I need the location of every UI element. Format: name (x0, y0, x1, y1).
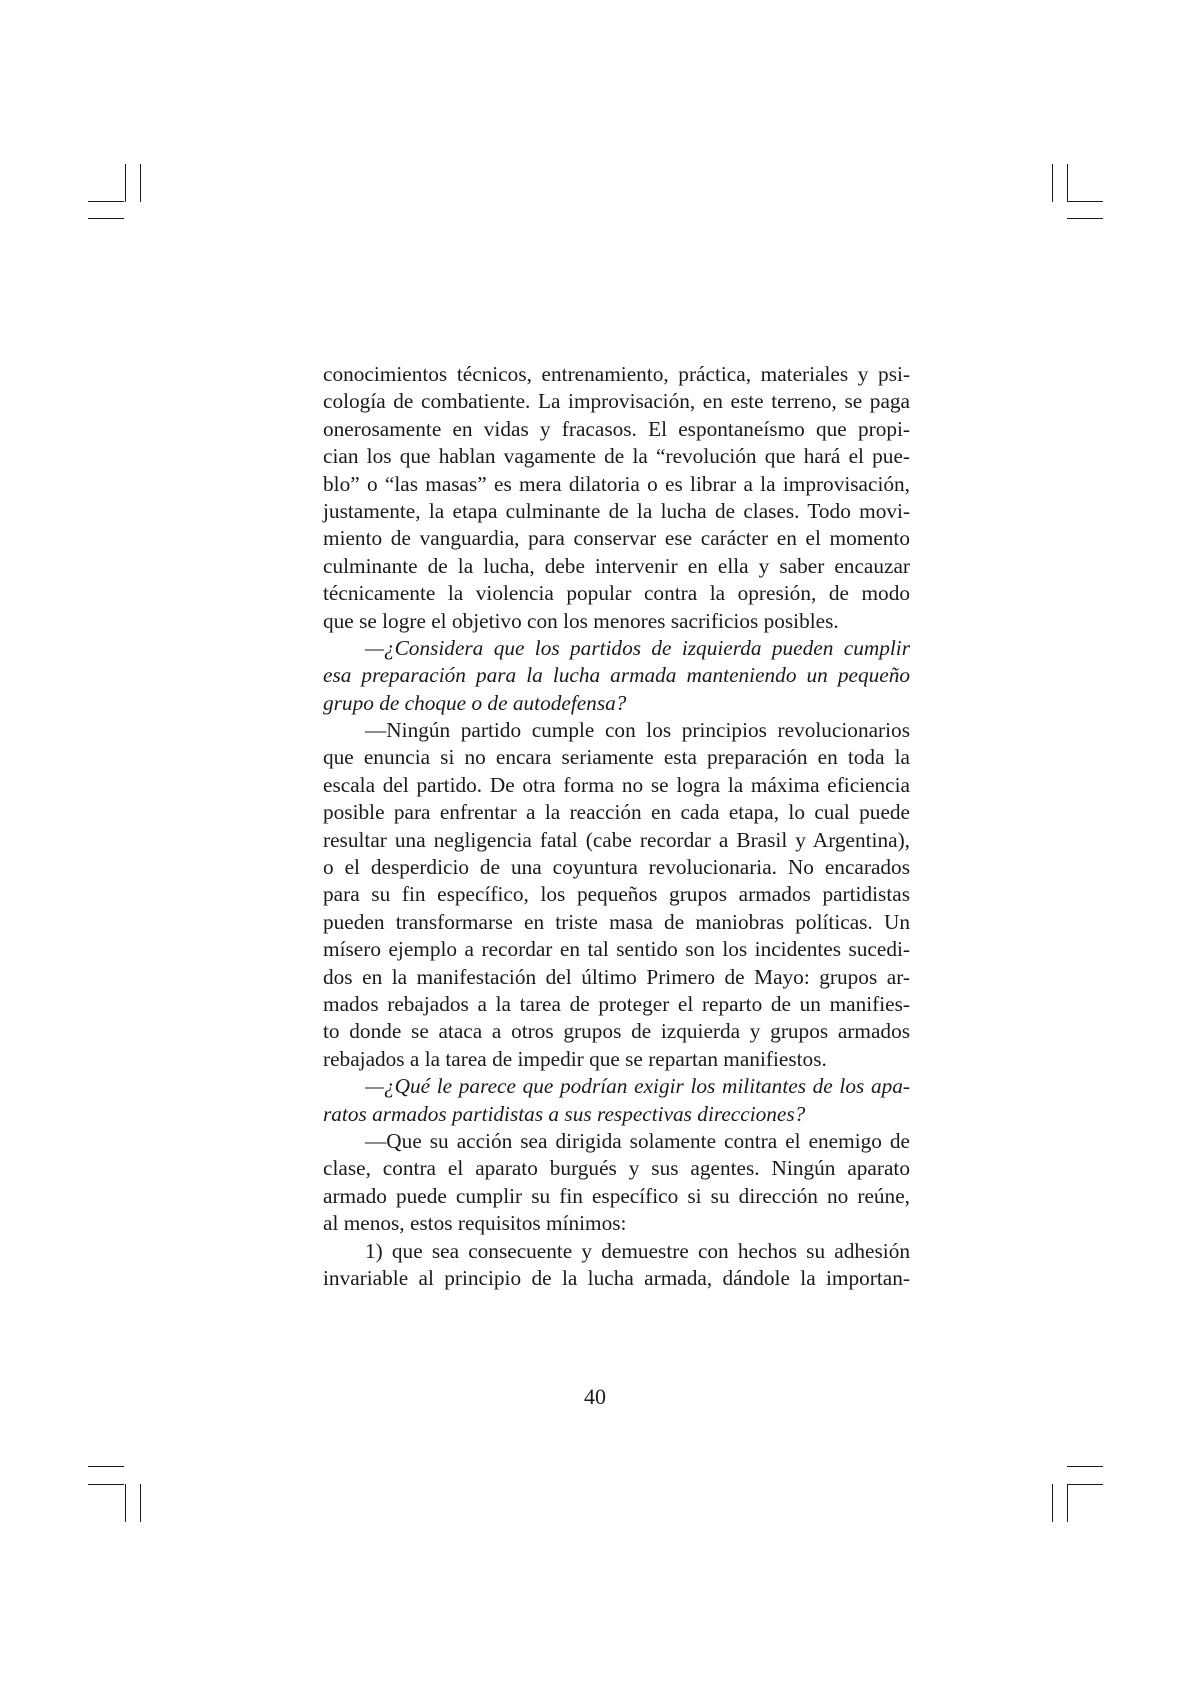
answer-line: 1) que sea consecuente y demuestre con hechos su adhesión (365, 1238, 910, 1263)
answer-line: rebajados a la tarea de impedir que se repartan manifiestos. (323, 1046, 827, 1071)
answer-line: pueden transformarse en triste masa de maniobras políticas. Un (323, 909, 910, 934)
text-line: conocimientos técnicos, entrenamiento, práctica, materiales y psi- (323, 362, 910, 386)
answer-line: armado puede cumplir su fin específico si su dirección no reúne, (323, 1183, 910, 1208)
crop-mark-top-left-vertical-2 (140, 164, 141, 202)
question-line: grupo de choque o de autodefensa? (323, 690, 627, 715)
answer-line: —Ningún partido cumple con los principios revolucionarios (365, 718, 910, 743)
question-line: —¿Qué le parece que podrían exigir los militantes de los apa- (365, 1074, 910, 1099)
answer-line: para su fin específico, los pequeños grupos armados partidistas (323, 882, 910, 907)
answer-line: o el desperdicio de una coyuntura revolucionaria. No encarados (323, 855, 910, 880)
answer-line: mados rebajados a la tarea de proteger el reparto de un manifies- (323, 991, 910, 1016)
answer-line: mísero ejemplo a recordar en tal sentido son los incidentes sucedi- (323, 937, 910, 962)
text-line: que se logre el objetivo con los menores sacrificios posibles. (323, 608, 839, 633)
crop-mark-top-right-horizontal (1067, 201, 1103, 202)
answer-line: to donde se ataca a otros grupos de izquierda y grupos armados (323, 1019, 910, 1044)
text-line: onerosamente en vidas y fracasos. El espontaneísmo que propi- (323, 416, 910, 441)
answer-line: que enuncia si no encara seriamente esta preparación en toda la (323, 745, 910, 770)
text-line: cian los que hablan vagamente de la “revolución que hará el pue- (323, 444, 910, 469)
question-line: —¿Considera que los partidos de izquierda pueden cumplir (365, 635, 910, 660)
answer-line: dos en la manifestación del último Primero de Mayo: grupos ar- (323, 964, 910, 989)
crop-mark-bottom-right-vertical-2 (1067, 1484, 1068, 1522)
answer-line: —Que su acción sea dirigida solamente contra el enemigo de (365, 1128, 910, 1153)
answer-line: posible para enfrentar a la reacción en cada etapa, lo cual puede (323, 800, 910, 825)
crop-mark-top-left-bleed (88, 218, 124, 219)
crop-mark-bottom-left-vertical-2 (140, 1484, 141, 1522)
page-number: 40 (584, 1384, 606, 1409)
question-line: ratos armados partidistas a sus respectivas direcciones? (323, 1101, 806, 1126)
crop-mark-top-right-vertical-1 (1052, 164, 1053, 202)
question-line: esa preparación para la lucha armada manteniendo un pequeño (323, 663, 910, 688)
text-line: cología de combatiente. La improvisación, en este terreno, se paga (323, 389, 910, 414)
crop-mark-bottom-right-bleed (1067, 1466, 1103, 1467)
crop-mark-bottom-right-horizontal (1067, 1484, 1103, 1485)
answer-line: clase, contra el aparato burgués y sus agentes. Ningún aparato (323, 1156, 910, 1181)
crop-mark-top-left-horizontal (88, 201, 124, 202)
crop-mark-top-left-vertical-1 (125, 164, 126, 202)
crop-mark-bottom-left-horizontal (88, 1484, 124, 1485)
crop-mark-top-right-vertical-2 (1067, 164, 1068, 202)
answer-line: escala del partido. De otra forma no se logra la máxima eficiencia (323, 772, 910, 797)
body-text (323, 361, 910, 1292)
answer-line: al menos, estos requisitos mínimos: (323, 1211, 627, 1236)
crop-mark-bottom-right-vertical-1 (1052, 1484, 1053, 1522)
text-line: blo” o “las masas” es mera dilatoria o es librar a la improvisación, (323, 471, 910, 496)
text-line: técnicamente la violencia popular contra la opresión, de modo (323, 581, 910, 606)
text-line: miento de vanguardia, para conservar ese carácter en el momento (323, 526, 910, 551)
text-line: justamente, la etapa culminante de la lucha de clases. Todo movi- (323, 498, 910, 523)
answer-line: invariable al principio de la lucha armada, dándole la importan- (323, 1265, 910, 1290)
answer-line: resultar una negligencia fatal (cabe recordar a Brasil y Argentina), (323, 827, 910, 852)
text-line: culminante de la lucha, debe intervenir en ella y saber encauzar (323, 553, 910, 578)
crop-mark-bottom-left-bleed (88, 1466, 124, 1467)
crop-mark-top-right-bleed (1067, 218, 1103, 219)
crop-mark-bottom-left-vertical-1 (125, 1484, 126, 1522)
